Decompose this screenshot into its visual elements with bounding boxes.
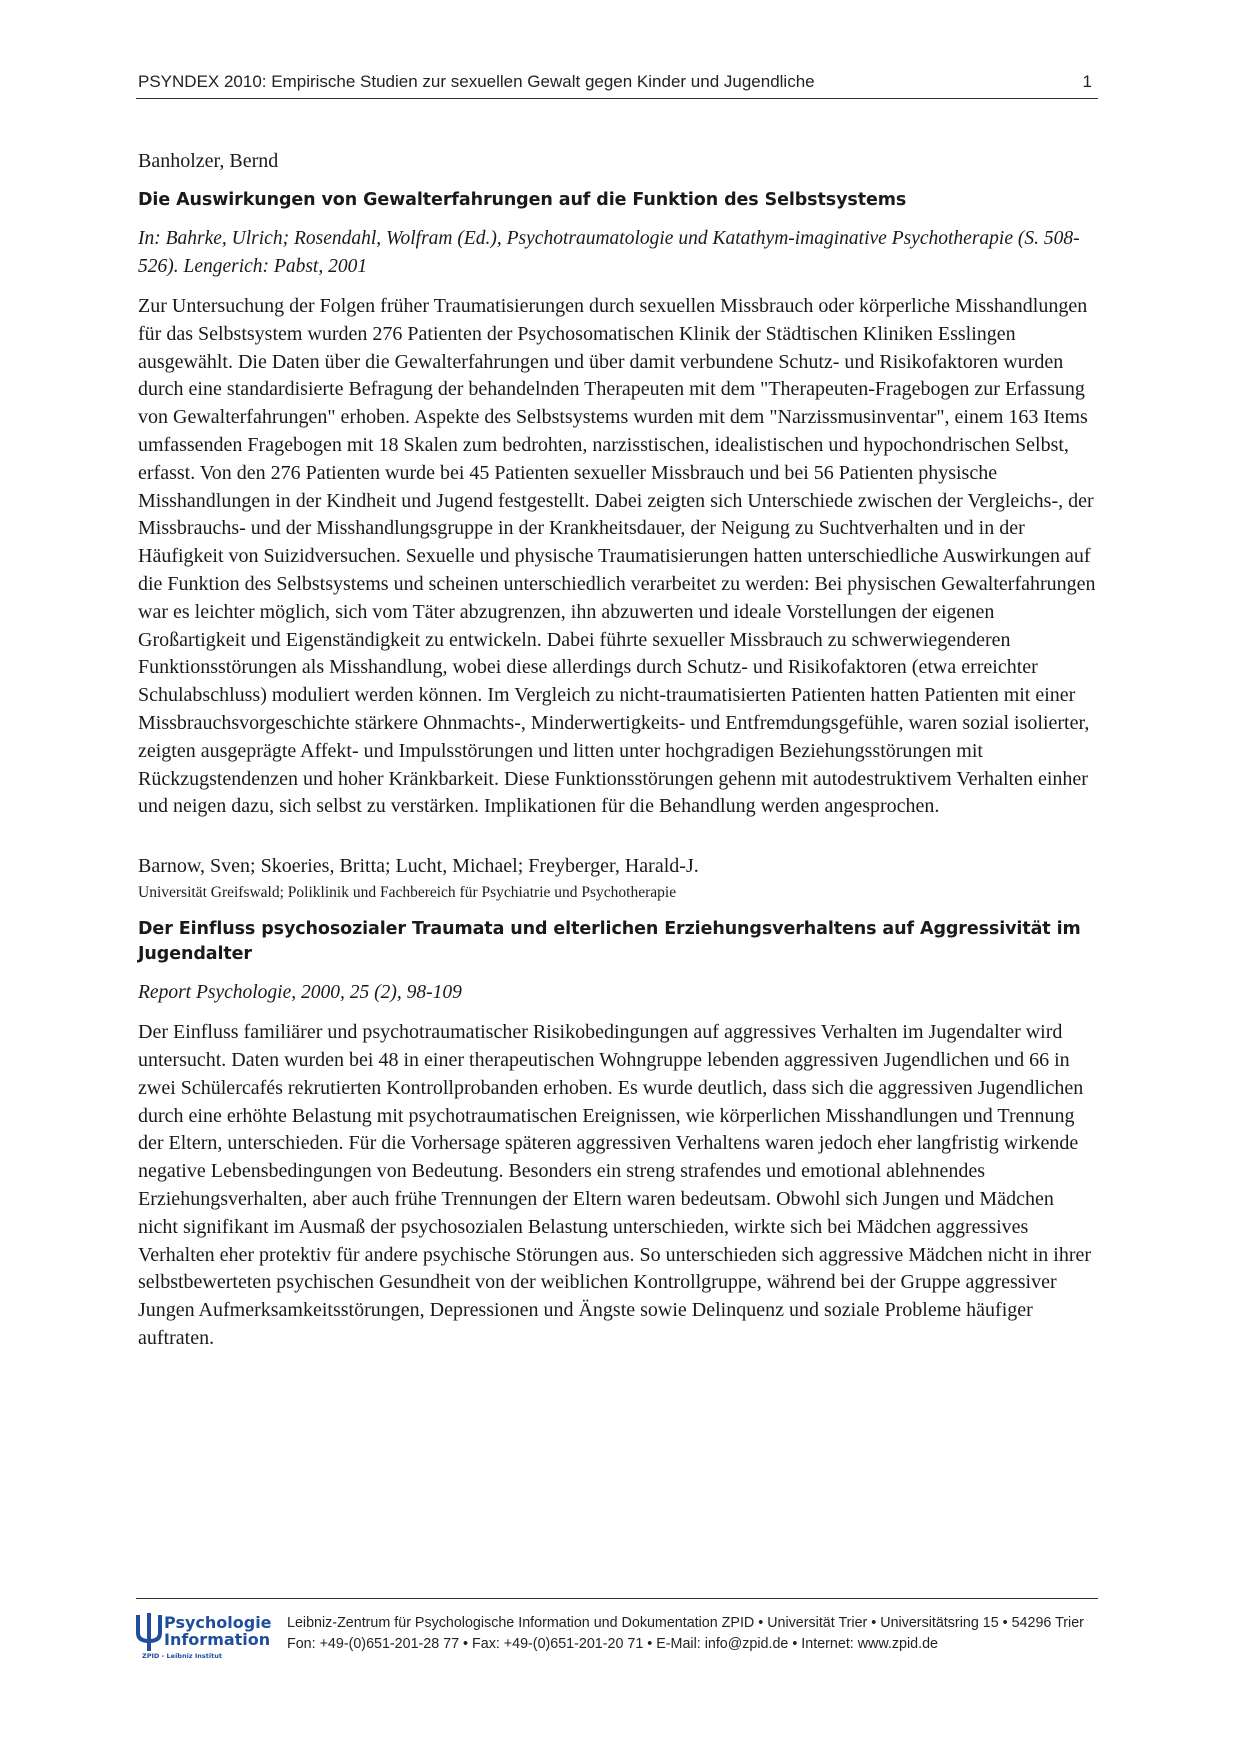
logo-text-information: Information [164, 1630, 271, 1649]
zpid-logo [136, 1613, 276, 1663]
entry-title: Der Einfluss psychosozialer Traumata und elterlichen Erziehungsverhaltens auf Aggressivität im Jugendalter [138, 919, 1081, 965]
entry-source: In: Bahrke, Ulrich; Rosendahl, Wolfram (Ed.), Psychotraumatologie und Katathym-imaginative Psychotherapie (S. 508-526). Lengerich: Pabst, 2001 [138, 228, 1080, 277]
psychologie-information-logo-icon [136, 1613, 162, 1651]
bibliographic-entry [138, 853, 1098, 1353]
entry-author: Banholzer, Bernd [138, 150, 279, 172]
entry-abstract: Der Einfluss familiärer und psychotraumatischer Risikobedingungen auf aggressives Verhalten im Jugendalter wird untersucht. Daten wurden bei 48 in einer therapeutischen Wohngruppe lebenden aggressiven Jugendlichen und 66 in zwei Schülercafés rekrutierten Kontrollprobanden erhoben. Es wurde deutlich, dass sich die aggressiven Jugendlichen durch eine erhöhte Belastung mit psychotraumatischen Ereignissen, wie körperlichen Misshandlungen und Trennung der Eltern, unterschieden. Für die Vorhersage späteren aggressiven Verhaltens waren jedoch eher langfristig wirkende negative Lebensbedingungen von Bedeutung. Besonders ein streng strafendes und emotional ablehnendes Erziehungsverhalten, aber auch frühe Trennungen der Eltern waren bedeutsam. Obwohl sich Jungen und Mädchen nicht signifikant im Ausmaß der psychosozialen Belastung unterschieden, wirkte sich bei Mädchen aggressives Verhalten eher protektiv für andere psychische Störungen aus. So unterschieden sich aggressive Mädchen nicht in ihrer selbstbewerteten psychischen Gesundheit von der weiblichen Kontrollgruppe, während bei der Gruppe aggressiver Jungen Aufmerksamkeitsstörungen, Depressionen und Ängste sowie Delinquenz und soziale Probleme häufiger auftraten. [138, 1021, 1092, 1349]
logo-subtitle: ZPID - Leibniz Institut [142, 1652, 222, 1660]
entry-affiliation: Universität Greifswald; Poliklinik und Fachbereich für Psychiatrie und Psychotherapie [138, 884, 677, 902]
page-footer [136, 1598, 1098, 1669]
document-body [138, 148, 1098, 1353]
bibliographic-entry [138, 148, 1098, 821]
page-number: 1 [1082, 72, 1092, 91]
entry-abstract: Zur Untersuchung der Folgen früher Traumatisierungen durch sexuellen Missbrauch oder körperliche Misshandlungen für das Selbstsystem wurden 276 Patienten der Psychosomatischen Klinik der Städtischen Kliniken Esslingen ausgewählt. Die Daten über die Gewalterfahrungen und über damit verbundene Schutz- und Risikofaktoren wurden durch eine standardisierte Befragung der behandelnden Therapeuten mit dem "Therapeuten-Fragebogen zur Erfassung von Gewalterfahrungen" erhoben. Aspekte des Selbstsystems wurden mit dem "Narzissmusinventar", einem 163 Items umfassenden Fragebogen mit 18 Skalen zum bedrohten, narzisstischen, idealistischen und hypochondrischen Selbst, erfasst. Von den 276 Patienten wurde bei 45 Patienten sexueller Missbrauch und bei 56 Patienten physische Misshandlungen in der Kindheit und Jugend festgestellt. Dabei zeigten sich Unterschiede zwischen der Vergleichs-, der Missbrauchs- und der Misshandlungsgruppe in der Krankheitsdauer, der Neigung zu Suchtverhalten und in der Häufigkeit von Suizidversuchen. Sexuelle und physische Traumatisierungen hatten unterschiedliche Auswirkungen auf die Funktion des Selbstsystems und scheinen unterschiedlich verarbeitet zu werden: Bei physischen Gewalterfahrungen war es leichter möglich, sich vom Täter abzugrenzen, ihn abzuwerten und ideale Vorstellungen der eigenen Großartigkeit und Eigenständigkeit zu entwickeln. Dabei führte sexueller Missbrauch zu schwerwiegenderen Funktionsstörungen als Misshandlung, wobei diese allerdings durch Schutz- und Risikofaktoren (etwa erreichter Schulabschluss) moduliert werden können. Im Vergleich zu nicht-traumatisierten Patienten hatten Patienten mit einer Missbrauchsvorgeschichte stärkere Ohnmachts-, Minderwertigkeits- und Entfremdungsgefühle, waren sozial isolierter, zeigten ausgeprägte Affekt- und Impulsstörungen und litten unter hochgradigen Beziehungsstörungen mit Rückzugstendenzen und hoher Kränkbarkeit. Diese Funktionsstörungen gehenn mit autodestruktivem Verhalten einher und neigen dazu, sich selbst zu verstärken. Implikationen für die Behandlung werden angesprochen. [138, 295, 1096, 818]
running-header [136, 70, 1098, 99]
footer-contact [287, 1613, 1084, 1655]
entry-title: Die Auswirkungen von Gewalterfahrungen auf die Funktion des Selbstsystems [138, 190, 907, 210]
footer-phone-email: Fon: +49-(0)651-201-28 77 • Fax: +49-(0)651-201-20 71 • E-Mail: info@zpid.de • Internet: www.zpid.de [287, 1636, 938, 1652]
footer-address: Leibniz-Zentrum für Psychologische Information und Dokumentation ZPID • Universität Trier • Universitätsring 15 • 54296 Trier [287, 1615, 1084, 1631]
logo-text-psychologie: Psychologie [164, 1613, 272, 1632]
entry-source: Report Psychologie, 2000, 25 (2), 98-109 [138, 982, 462, 1004]
entry-author: Barnow, Sven; Skoeries, Britta; Lucht, Michael; Freyberger, Harald-J. [138, 855, 699, 878]
running-header-title: PSYNDEX 2010: Empirische Studien zur sexuellen Gewalt gegen Kinder und Jugendliche [138, 72, 815, 91]
